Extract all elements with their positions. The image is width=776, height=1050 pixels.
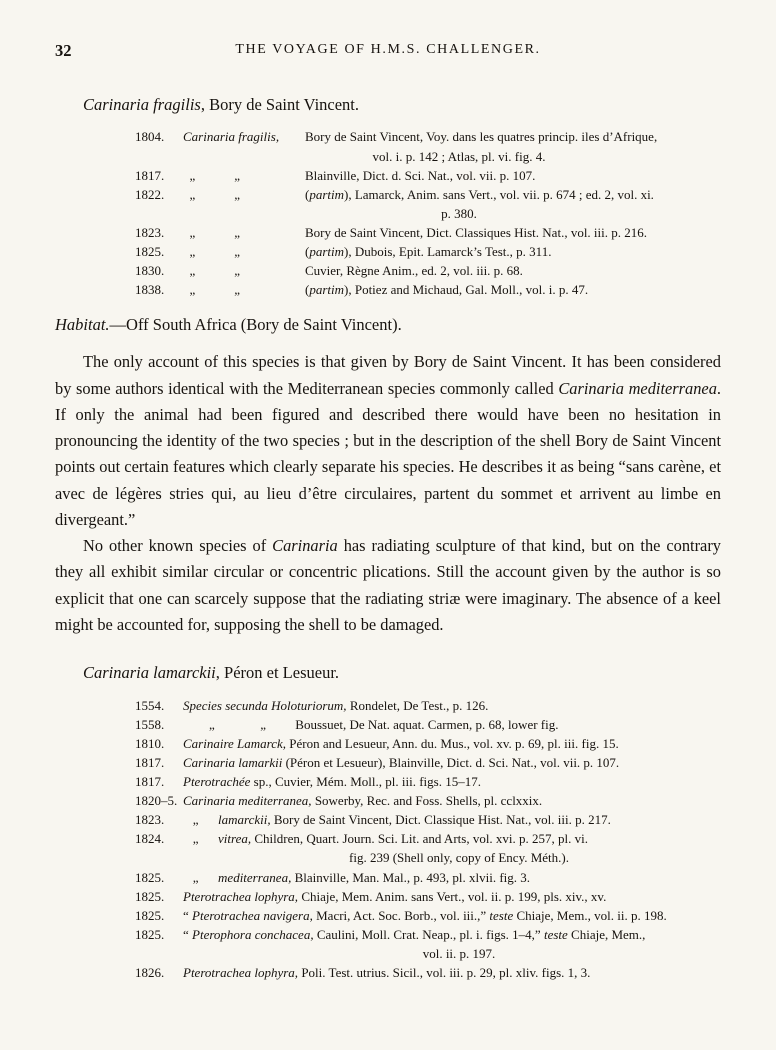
entry-year: 1817. bbox=[135, 774, 165, 790]
entry-reference: “ Pterotrachea navigera, Macri, Act. Soc. Borb., vol. iii.,” teste Chiaje, Mem., vol. ii. p. 198. bbox=[183, 907, 667, 923]
entry-reference: (partim), Potiez and Michaud, Gal. Moll., vol. i. p. 47. bbox=[305, 282, 589, 298]
entry-name: „ „ bbox=[183, 224, 241, 240]
entry-year: 1825. bbox=[135, 888, 165, 904]
entry-reference: „ lamarckii, Bory de Saint Vincent, Dict. Classique Hist. Nat., vol. iii. p. 217. bbox=[183, 812, 611, 828]
entry-reference: Bory de Saint Vincent, Dict. Classiques Hist. Nat., vol. iii. p. 216. bbox=[305, 224, 648, 240]
entry-reference: Bory de Saint Vincent, Voy. dans les quatres princip. iles d’Afrique, bbox=[305, 129, 658, 145]
entry-text bbox=[183, 242, 735, 261]
entry-year: 1817. bbox=[135, 167, 165, 183]
entry-year: 1825. bbox=[135, 907, 165, 923]
synonymy-entry bbox=[135, 963, 735, 982]
entry-text bbox=[183, 734, 735, 753]
entry-text bbox=[183, 715, 735, 734]
synonymy-entry bbox=[135, 829, 735, 867]
entry-text bbox=[183, 906, 735, 925]
entry-year: 1822. bbox=[135, 186, 165, 202]
synonymy-entry bbox=[135, 166, 735, 185]
entry-year: 1825. bbox=[135, 244, 165, 260]
synonymy-entry bbox=[135, 772, 735, 791]
entry-year: 1820–5. bbox=[135, 793, 178, 809]
running-title: THE VOYAGE OF H.M.S. CHALLENGER. bbox=[235, 42, 541, 57]
synonymy-entry bbox=[135, 261, 735, 280]
page-number: 32 bbox=[55, 41, 72, 60]
entry-text bbox=[183, 772, 735, 791]
synonymy-entry bbox=[135, 868, 735, 887]
entry-year: 1825. bbox=[135, 926, 165, 942]
entry-year: 1558. bbox=[135, 716, 165, 732]
synonymy-list-fragilis bbox=[135, 127, 735, 299]
entry-reference: Pterotrachée sp., Cuvier, Mém. Moll., pl. iii. figs. 15–17. bbox=[183, 774, 481, 790]
synonymy-entry bbox=[135, 715, 735, 734]
entry-year: 1824. bbox=[135, 831, 165, 847]
synonymy-entry bbox=[135, 280, 735, 299]
entry-text bbox=[183, 280, 735, 299]
entry-text bbox=[183, 829, 735, 867]
entry-text bbox=[183, 963, 735, 982]
entry-text bbox=[183, 925, 735, 963]
entry-reference-continuation: p. 380. bbox=[441, 205, 477, 221]
entry-reference: Pterotrachea lophyra, Chiaje, Mem. Anim. sans Vert., vol. ii. p. 199, pls. xiv., xv. bbox=[183, 888, 607, 904]
entry-reference: Carinaria mediterranea, Sowerby, Rec. and Foss. Shells, pl. cclxxix. bbox=[183, 793, 543, 809]
habitat-line: Habitat.—Off South Africa (Bory de Saint Vincent). bbox=[55, 315, 402, 335]
entry-name: „ „ bbox=[183, 263, 241, 279]
synonymy-entry bbox=[135, 242, 735, 261]
body-paragraph-2: No other known species of Carinaria has radiating sculpture of that kind, but on the contrary they all exhibit similar circular or concentric plications. Still the account given by the author is so explicit that one can scarcely suppose that the radiating striæ were imaginary. The absence of a keel might be accounted for, supposing the shell to be damaged. bbox=[55, 536, 721, 634]
synonymy-entry bbox=[135, 753, 735, 772]
entry-reference: Carinaire Lamarck, Péron and Lesueur, Ann. du. Mus., vol. xv. p. 69, pl. iii. fig. 15. bbox=[183, 735, 619, 751]
entry-reference: Carinaria lamarkii (Péron et Lesueur), Blainville, Dict. d. Sci. Nat., vol. vii. p. 107. bbox=[183, 754, 620, 770]
entry-year: 1554. bbox=[135, 697, 165, 713]
entry-year: 1826. bbox=[135, 965, 165, 981]
entry-text bbox=[183, 887, 735, 906]
entry-name: „ „ bbox=[183, 244, 241, 260]
entry-reference-continuation: vol. ii. p. 197. bbox=[422, 946, 496, 962]
entry-text bbox=[183, 261, 735, 280]
entry-name: „ „ bbox=[183, 167, 241, 183]
entry-name: Carinaria fragilis, bbox=[183, 129, 280, 145]
entry-reference: Pterotrachea lophyra, Poli. Test. utrius. Sicil., vol. iii. p. 29, pl. xliv. figs. 1, 3. bbox=[183, 965, 591, 981]
entry-reference: „ vitrea, Children, Quart. Journ. Sci. Lit. and Arts, vol. xvi. p. 257, pl. vi. bbox=[183, 831, 589, 847]
synonymy-entry bbox=[135, 696, 735, 715]
synonymy-entry bbox=[135, 810, 735, 829]
entry-year: 1823. bbox=[135, 812, 165, 828]
synonymy-entry bbox=[135, 127, 735, 165]
entry-reference: (partim), Dubois, Epit. Lamarck’s Test., p. 311. bbox=[305, 244, 552, 260]
entry-reference: „ „ Boussuet, De Nat. aquat. Carmen, p. 68, lower fig. bbox=[183, 716, 559, 732]
entry-year: 1810. bbox=[135, 735, 165, 751]
page-header bbox=[55, 42, 721, 64]
entry-year: 1830. bbox=[135, 263, 165, 279]
entry-year: 1838. bbox=[135, 282, 165, 298]
synonymy-entry bbox=[135, 734, 735, 753]
synonymy-entry bbox=[135, 887, 735, 906]
entry-year: 1825. bbox=[135, 869, 165, 885]
entry-year: 1817. bbox=[135, 754, 165, 770]
entry-reference: „ mediterranea, Blainville, Man. Mal., p. 493, pl. xlvii. fig. 3. bbox=[183, 869, 531, 885]
entry-text bbox=[183, 127, 735, 165]
entry-year: 1823. bbox=[135, 224, 165, 240]
entry-reference: (partim), Lamarck, Anim. sans Vert., vol. vii. p. 674 ; ed. 2, vol. xi. bbox=[305, 186, 654, 202]
entry-year: 1804. bbox=[135, 129, 165, 145]
entry-reference: Blainville, Dict. d. Sci. Nat., vol. vii. p. 107. bbox=[305, 167, 536, 183]
entry-text bbox=[183, 185, 735, 223]
entry-reference: Cuvier, Règne Anim., ed. 2, vol. iii. p. 68. bbox=[305, 263, 523, 279]
section-heading-lamarckii: Carinaria lamarckii, Péron et Lesueur. bbox=[83, 663, 340, 683]
entry-text bbox=[183, 791, 735, 810]
entry-reference: “ Pterophora conchacea, Caulini, Moll. Crat. Neap., pl. i. figs. 1–4,” teste Chiaje, Mem., bbox=[183, 926, 646, 942]
entry-text bbox=[183, 868, 735, 887]
entry-name: „ „ bbox=[183, 186, 241, 202]
section-heading-fragilis: Carinaria fragilis, Bory de Saint Vincent. bbox=[83, 95, 360, 114]
entry-text bbox=[183, 223, 735, 242]
synonymy-entry bbox=[135, 185, 735, 223]
synonymy-entry bbox=[135, 791, 735, 810]
entry-reference-continuation: vol. i. p. 142 ; Atlas, pl. vi. fig. 4. bbox=[372, 148, 546, 164]
entry-reference-continuation: fig. 239 (Shell only, copy of Ency. Méth.). bbox=[349, 850, 569, 866]
entry-text bbox=[183, 810, 735, 829]
synonymy-entry bbox=[135, 925, 735, 963]
synonymy-entry bbox=[135, 223, 735, 242]
synonymy-list-lamarckii bbox=[135, 696, 735, 983]
entry-text bbox=[183, 696, 735, 715]
entry-text bbox=[183, 753, 735, 772]
entry-text bbox=[183, 166, 735, 185]
entry-name: „ „ bbox=[183, 282, 241, 298]
synonymy-entry bbox=[135, 906, 735, 925]
body-paragraph-1: The only account of this species is that given by Bory de Saint Vincent. It has been considered by some authors identical with the Mediterranean species commonly called Carinaria mediterranea. If only the animal had been figured and described there would have been no hesitation in pronouncing the identity of the two species ; but in the description of the shell Bory de Saint Vincent points out certain features which clearly separate his species. He describes it as being “sans carène, et avec de légères stries qui, au lieu d’être circulaires, partent du sommet et arrivent au limbe en divergeant.” bbox=[55, 352, 721, 529]
entry-reference: Species secunda Holoturiorum, Rondelet, De Test., p. 126. bbox=[183, 697, 489, 713]
